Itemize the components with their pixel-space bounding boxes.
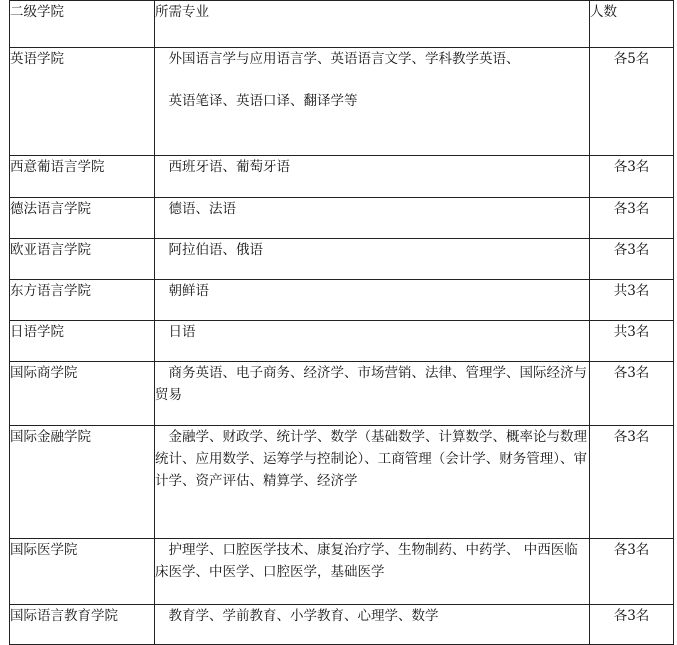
table-row xyxy=(10,539,674,605)
table-row xyxy=(10,198,674,239)
college-name: 国际商学院 xyxy=(10,362,155,426)
headcount: 各3名 xyxy=(590,539,674,605)
majors-cell xyxy=(155,156,590,198)
table-row xyxy=(10,239,674,280)
majors-text: 西班牙语、葡萄牙语 xyxy=(168,159,290,175)
header-college: 二级学院 xyxy=(10,1,155,48)
table-header-row xyxy=(10,1,674,48)
majors-cell xyxy=(155,362,590,426)
majors-text: 教育学、学前教育、小学教育、心理学、数学 xyxy=(168,608,439,624)
header-count: 人数 xyxy=(590,1,674,48)
majors-text: 外国语言学与应用语言学、英语语言文学、学科教学英语、 xyxy=(168,51,520,67)
table-row xyxy=(10,426,674,539)
headcount: 共3名 xyxy=(590,321,674,362)
college-name: 国际医学院 xyxy=(10,539,155,605)
majors-cell xyxy=(155,198,590,239)
majors-cell xyxy=(155,426,590,539)
table-row xyxy=(10,280,674,321)
majors-text: 阿拉伯语、俄语 xyxy=(168,242,263,258)
headcount: 各3名 xyxy=(590,156,674,198)
college-name: 国际语言教育学院 xyxy=(10,605,155,645)
majors-text: 德语、法语 xyxy=(168,201,236,217)
table-row xyxy=(10,321,674,362)
majors-text: 金融学、财政学、统计学、数学（基础数学、计算数学、概率论与数理统计、应用数学、运筹学与控制论）、工商管理（会计学、财务管理）、审计学、资产评估、精算学、经济学 xyxy=(155,429,587,489)
majors-text: 护理学、口腔医学技术、康复治疗学、生物制药、中药学、 中西医临床医学、中医学、口腔医学，基础医学 xyxy=(155,542,578,580)
table-row xyxy=(10,48,674,156)
table-row xyxy=(10,156,674,198)
table-row xyxy=(10,362,674,426)
college-name: 日语学院 xyxy=(10,321,155,362)
headcount: 各3名 xyxy=(590,605,674,645)
majors-text: 朝鲜语 xyxy=(168,283,209,299)
headcount: 共3名 xyxy=(590,280,674,321)
majors-cell xyxy=(155,539,590,605)
college-name: 德法语言学院 xyxy=(10,198,155,239)
majors-cell xyxy=(155,605,590,645)
headcount: 各3名 xyxy=(590,198,674,239)
headcount: 各3名 xyxy=(590,239,674,280)
majors-cell xyxy=(155,239,590,280)
college-name: 东方语言学院 xyxy=(10,280,155,321)
college-name: 西意葡语言学院 xyxy=(10,156,155,198)
majors-cell xyxy=(155,280,590,321)
table-row xyxy=(10,605,674,645)
majors-cell xyxy=(155,321,590,362)
college-name: 欧亚语言学院 xyxy=(10,239,155,280)
headcount: 各3名 xyxy=(590,362,674,426)
majors-cell xyxy=(155,48,590,156)
majors-text: 日语 xyxy=(168,324,196,340)
header-major: 所需专业 xyxy=(155,1,590,48)
headcount: 各3名 xyxy=(590,426,674,539)
recruitment-table xyxy=(9,0,674,645)
majors-text: 商务英语、电子商务、经济学、市场营销、法律、管理学、国际经济与贸易 xyxy=(155,365,587,403)
majors-text: 英语笔译、英语口译、翻译学等 xyxy=(168,93,358,109)
college-name: 英语学院 xyxy=(10,48,155,156)
headcount: 各5名 xyxy=(590,48,674,156)
college-name: 国际金融学院 xyxy=(10,426,155,539)
